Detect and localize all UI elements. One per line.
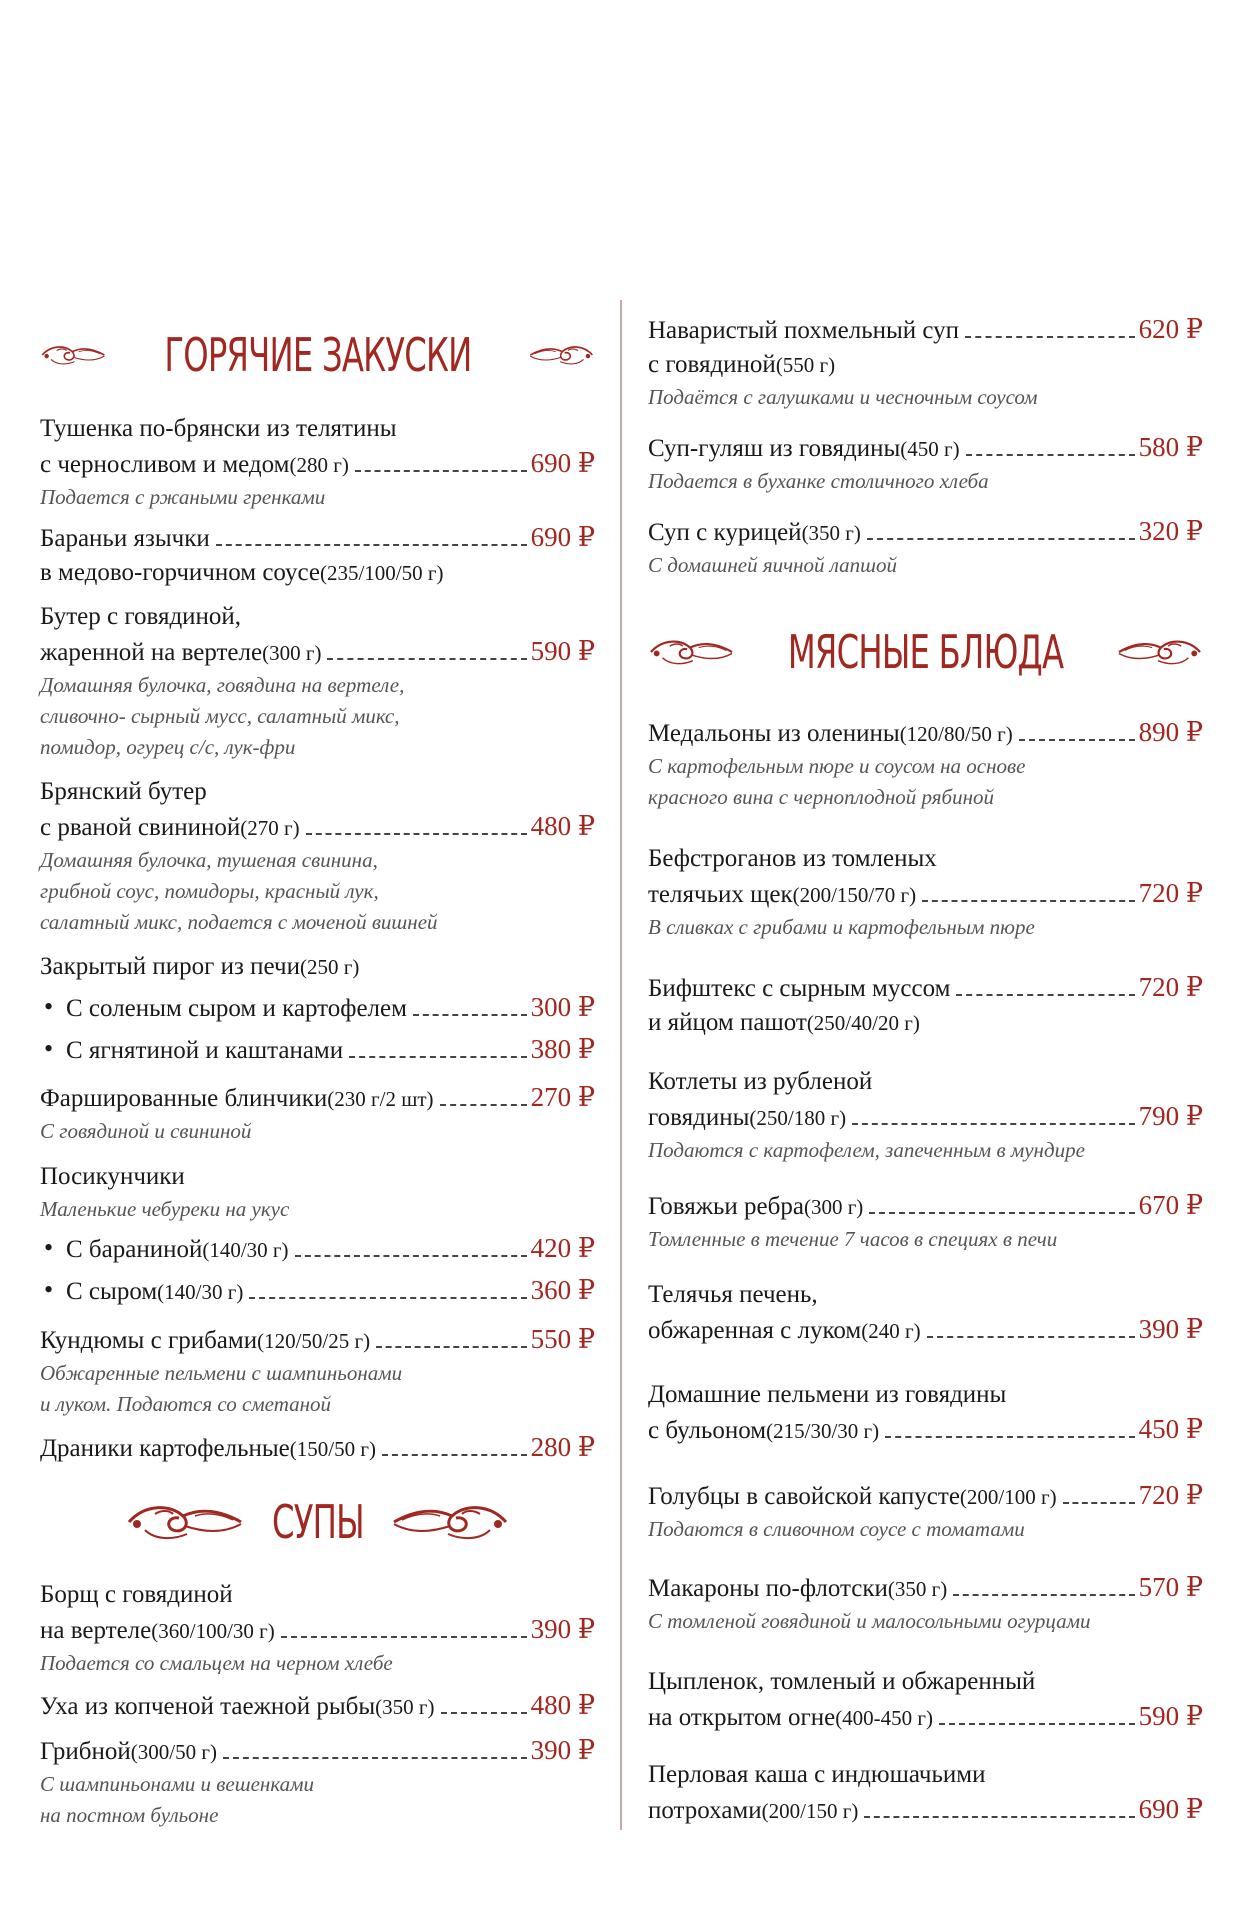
item-name: • С соленым сыром и картофелем — [66, 995, 407, 1022]
item-name: Медальоны из оленины — [648, 720, 900, 747]
item-description: Подаётся с галушками и чесночным соусом — [648, 385, 1038, 409]
item-description: салатный микс, подается с моченой вишней — [40, 910, 438, 934]
menu-item — [648, 1570, 1203, 1637]
item-description: Подаются в сливочном соусе с томатами — [648, 1517, 1025, 1541]
menu-item — [40, 1080, 595, 1147]
item-weight: (300 г) — [262, 641, 322, 665]
item-price: 390 ₽ — [530, 1735, 595, 1765]
item-description: на постном бульоне — [40, 1803, 219, 1827]
item-name: с бульоном — [648, 1417, 767, 1444]
menu-item — [648, 430, 1203, 497]
item-weight: (200/150 г) — [761, 1799, 859, 1823]
item-price: 420 ₽ — [530, 1233, 595, 1263]
item-price: 590 ₽ — [530, 636, 595, 666]
menu-item — [648, 842, 1203, 943]
item-name: Котлеты из рубленой — [648, 1068, 873, 1095]
item-price: 690 ₽ — [530, 448, 595, 478]
menu-item — [40, 1688, 595, 1724]
item-price: 790 ₽ — [1138, 1101, 1203, 1131]
item-description: С шампиньонами и вешенками — [40, 1772, 315, 1796]
item-name: жаренной на вертеле — [40, 639, 263, 666]
item-weight: (350 г) — [375, 1695, 435, 1719]
ornament-left-icon — [40, 333, 107, 377]
menu-item — [648, 514, 1203, 581]
menu-item — [648, 312, 1203, 413]
item-name: говядины — [648, 1104, 750, 1131]
item-name: Фаршированные блинчики — [40, 1085, 328, 1112]
item-weight: (550 г) — [775, 353, 836, 377]
item-weight: (300/50 г) — [130, 1740, 217, 1764]
item-name: Телячья печень, — [648, 1281, 818, 1308]
item-weight: (140/30 г) — [202, 1238, 289, 1262]
menu-item — [40, 1578, 595, 1679]
menu-item — [40, 1733, 595, 1831]
item-name: • С ягнятиной и каштанами — [66, 1037, 344, 1064]
item-price: 390 ₽ — [1138, 1314, 1203, 1344]
item-name: Наваристый похмельный суп — [648, 317, 960, 344]
item-name: с черносливом и медом — [40, 451, 290, 478]
column-divider — [620, 300, 622, 1830]
section-title: СУПЫ — [271, 1495, 364, 1549]
meat-heading — [648, 625, 1203, 679]
item-name: Бутер с говядиной, — [40, 603, 242, 630]
menu-item — [40, 412, 595, 513]
item-weight: (300 г) — [803, 1195, 864, 1219]
item-weight: (150/50 г) — [289, 1437, 376, 1461]
item-weight: (215/30/30 г) — [766, 1419, 880, 1443]
section-title: ГОРЯЧИЕ ЗАКУСКИ — [163, 328, 472, 382]
menu-item — [648, 970, 1203, 1040]
item-name: Грибной — [40, 1738, 131, 1765]
item-name: • С сыром — [66, 1278, 158, 1305]
item-name: на открытом огне — [648, 1704, 836, 1731]
item-weight: (200/150/70 г) — [792, 883, 917, 907]
hot-snacks-heading — [40, 328, 595, 382]
item-description: красного вина с черноплодной рябиной — [648, 785, 995, 809]
item-name: Суп-гуляш из говядины — [648, 435, 901, 462]
item-name: Домашние пельмени из говядины — [648, 1381, 1007, 1408]
item-name: Тушенка по-брянски из телятины — [40, 415, 397, 442]
menu-item — [648, 1188, 1203, 1255]
item-name: Бефстроганов из томленых — [648, 845, 937, 872]
section-title: МЯСНЫЕ БЛЮДА — [787, 625, 1064, 679]
item-name: Посикунчики — [40, 1163, 185, 1190]
item-weight: (450 г) — [900, 437, 960, 461]
item-name: • С бараниной — [66, 1236, 203, 1263]
soups-heading — [40, 1495, 595, 1549]
item-description: Томленные в течение 7 часов в специях в печи — [648, 1227, 1058, 1251]
item-price: 450 ₽ — [1138, 1414, 1203, 1444]
item-description: и луком. Подаются со сметаной — [40, 1392, 332, 1416]
menu-item — [648, 715, 1203, 813]
menu-item — [40, 775, 595, 938]
item-description: грибной соус, помидоры, красный лук, — [40, 879, 379, 903]
menu-item — [648, 1758, 1203, 1828]
item-name: Бараньи язычки — [40, 525, 210, 552]
item-price: 300 ₽ — [530, 992, 595, 1022]
ornament-right-icon — [528, 333, 595, 377]
item-description: Домашняя булочка, говядина на вертеле, — [40, 673, 405, 697]
item-price: 270 ₽ — [530, 1082, 595, 1112]
item-name: Драники картофельные — [40, 1435, 290, 1462]
item-weight: (250 г) — [300, 955, 360, 979]
item-price: 720 ₽ — [1138, 878, 1203, 908]
menu-item — [648, 1278, 1203, 1348]
item-price: 890 ₽ — [1138, 717, 1203, 747]
menu-item — [40, 600, 595, 763]
ornament-left-icon — [125, 1500, 245, 1544]
item-name: потрохами — [648, 1797, 762, 1824]
item-description: В сливках с грибами и картофельным пюре — [648, 915, 1035, 939]
menu-item — [40, 1160, 595, 1309]
item-description: Домашняя булочка, тушеная свинина, — [40, 848, 378, 872]
menu-item — [648, 1378, 1203, 1448]
item-weight: (240 г) — [861, 1319, 921, 1343]
item-price: 670 ₽ — [1138, 1190, 1203, 1220]
menu-item — [648, 1065, 1203, 1166]
item-name: Закрытый пирог из печи — [40, 953, 300, 980]
item-price: 720 ₽ — [1138, 972, 1203, 1002]
item-name: Перловая каша с индюшачьими — [648, 1761, 986, 1788]
item-name: Голубцы в савойской капусте — [648, 1483, 960, 1510]
menu-item — [40, 1430, 595, 1466]
menu-item — [648, 1478, 1203, 1545]
item-name: Борщ с говядиной — [40, 1581, 233, 1608]
menu-item — [40, 950, 595, 1068]
item-weight: (140/30 г) — [157, 1280, 244, 1304]
item-description: сливочно- сырный мусс, салатный микс, — [40, 704, 400, 728]
item-name: Бифштекс с сырным муссом — [648, 975, 951, 1002]
item-weight: (120/50/25 г) — [257, 1329, 371, 1353]
item-name: Кундюмы с грибами — [40, 1327, 258, 1354]
item-weight: (280 г) — [289, 453, 349, 477]
item-description: Маленькие чебуреки на укус — [40, 1197, 290, 1221]
item-price: 280 ₽ — [530, 1432, 595, 1462]
item-name: в медово-горчичном соусе — [40, 559, 320, 586]
item-weight: (250/180 г) — [749, 1106, 847, 1130]
item-price: 380 ₽ — [530, 1034, 595, 1064]
item-price: 690 ₽ — [530, 522, 595, 552]
item-name: и яйцом пашот — [648, 1009, 807, 1036]
item-weight: (360/100/30 г) — [151, 1619, 275, 1643]
item-name: с рваной свининой — [40, 814, 241, 841]
item-name: Цыпленок, томленый и обжаренный — [648, 1668, 1036, 1695]
item-name: на вертеле — [40, 1617, 152, 1644]
item-weight: (270 г) — [240, 816, 300, 840]
item-price: 480 ₽ — [530, 1690, 595, 1720]
item-price: 590 ₽ — [1138, 1701, 1203, 1731]
item-price: 360 ₽ — [530, 1275, 595, 1305]
item-name: Макароны по-флотски — [648, 1575, 888, 1602]
item-name: Уха из копченой таежной рыбы — [40, 1693, 376, 1720]
item-price: 570 ₽ — [1138, 1572, 1203, 1602]
item-description: Подается в буханке столичного хлеба — [648, 469, 989, 493]
item-name: Брянский бутер — [40, 778, 207, 805]
item-price: 720 ₽ — [1138, 1480, 1203, 1510]
item-description: Подается с ржаными гренками — [40, 485, 326, 509]
item-price: 550 ₽ — [530, 1324, 595, 1354]
item-weight: (350 г) — [887, 1577, 948, 1601]
item-weight: (200/100 г) — [959, 1485, 1057, 1509]
item-weight: (120/80/50 г) — [899, 722, 1013, 746]
item-weight: (350 г) — [801, 521, 861, 545]
item-description: С томленой говядиной и малосольными огурцами — [648, 1609, 1091, 1633]
ornament-right-icon — [1116, 630, 1203, 674]
item-price: 620 ₽ — [1138, 314, 1203, 344]
ornament-left-icon — [648, 630, 735, 674]
item-description: С картофельным пюре и соусом на основе — [648, 754, 1026, 778]
item-name: с говядиной — [648, 351, 776, 378]
item-price: 320 ₽ — [1138, 516, 1203, 546]
item-description: помидор, огурец с/с, лук-фри — [40, 735, 296, 759]
item-description: Подаются с картофелем, запеченным в мундире — [648, 1138, 1085, 1162]
item-weight: (250/40/20 г) — [806, 1011, 920, 1035]
item-description: С домашней яичной лапшой — [648, 553, 898, 577]
item-description: Обжаренные пельмени с шампиньонами — [40, 1361, 403, 1385]
item-name: Говяжьи ребра — [648, 1193, 804, 1220]
item-price: 690 ₽ — [1138, 1794, 1203, 1824]
item-price: 580 ₽ — [1138, 432, 1203, 462]
item-description: Подается со смальцем на черном хлебе — [40, 1651, 393, 1675]
item-price: 480 ₽ — [530, 811, 595, 841]
item-price: 390 ₽ — [530, 1614, 595, 1644]
menu-item — [40, 520, 595, 590]
menu-item — [648, 1665, 1203, 1735]
ornament-right-icon — [390, 1500, 510, 1544]
menu-item — [40, 1322, 595, 1420]
item-weight: (235/100/50 г) — [319, 561, 444, 585]
item-name: Суп с курицей — [648, 519, 802, 546]
item-name: обжаренная с луком — [648, 1317, 862, 1344]
item-name: телячьих щек — [648, 881, 793, 908]
item-description: С говядиной и свининой — [40, 1119, 252, 1143]
item-weight: (400-450 г) — [835, 1706, 934, 1730]
item-weight: (230 г/2 шт) — [327, 1087, 434, 1111]
